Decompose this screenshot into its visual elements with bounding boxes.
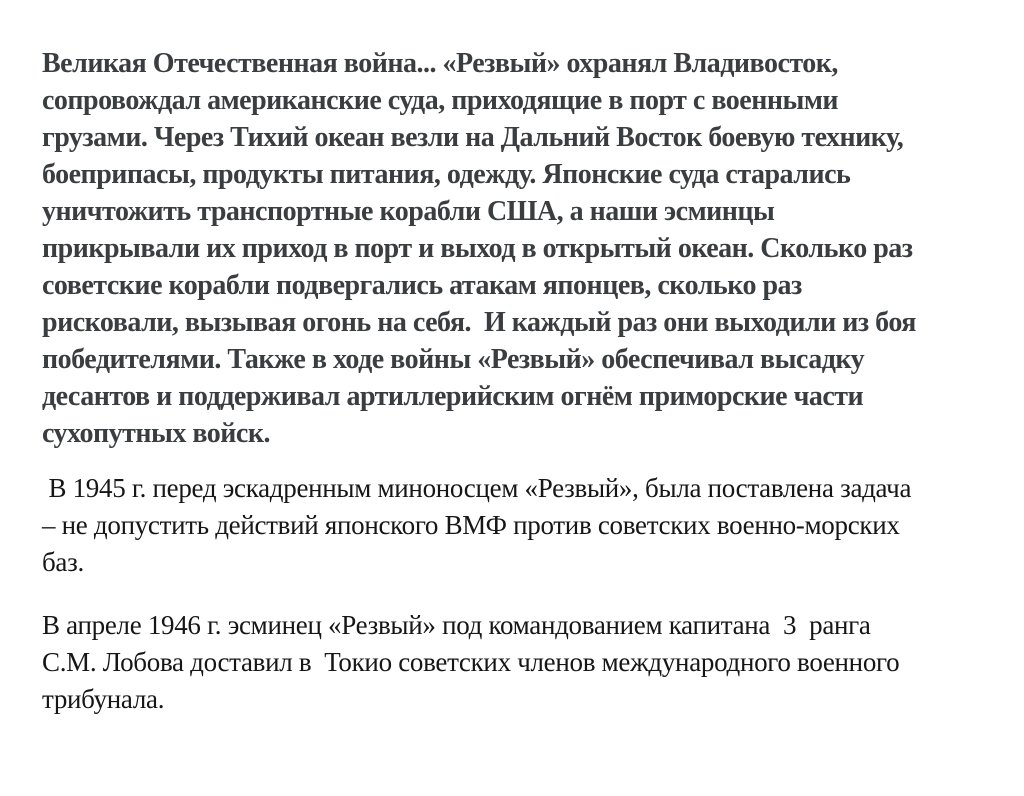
text-line: победителями. Также в ходе войны «Резвый» обеспечивал высадку [42,344,865,375]
text-line: Великая Отечественная война... «Резвый» охранял Владивосток, [42,48,838,79]
text-line: В апреле 1946 г. эсминец «Резвый» под командованием капитана 3 ранга [42,610,871,640]
text-line: десантов и поддерживал артиллерийским огнём приморские части [42,381,864,412]
text-line: сухопутных войск. [42,418,270,449]
text-line: – не допустить действий японского ВМФ против советских военно-морских [42,510,900,540]
paragraph-war-service [42,45,994,452]
text-line: прикрывали их приход в порт и выход в открытый океан. Сколько раз [42,233,913,264]
paragraph-task-1945 [42,470,994,581]
text-line: уничтожить транспортные корабли США, а наши эсминцы [42,196,775,227]
text-line: боеприпасы, продукты питания, одежду. Японские суда старались [42,159,851,190]
paragraph-tokyo-1946 [42,607,994,718]
text-line: С.М. Лобова доставил в Токио советских членов международного военного [42,647,900,677]
text-line: грузами. Через Тихий океан везли на Дальний Восток боевую технику, [42,122,904,153]
text-line: В 1945 г. перед эскадренным миноносцем «Резвый», была поставлена задача [42,473,912,503]
text-line: советские корабли подвергались атакам японцев, сколько раз [42,270,802,301]
text-line: баз. [42,547,84,577]
text-line: трибунала. [42,684,165,714]
text-line: рисковали, вызывая огонь на себя. И каждый раз они выходили из боя [42,307,916,338]
text-line: сопровождал американские суда, приходящие в порт с военными [42,85,839,116]
